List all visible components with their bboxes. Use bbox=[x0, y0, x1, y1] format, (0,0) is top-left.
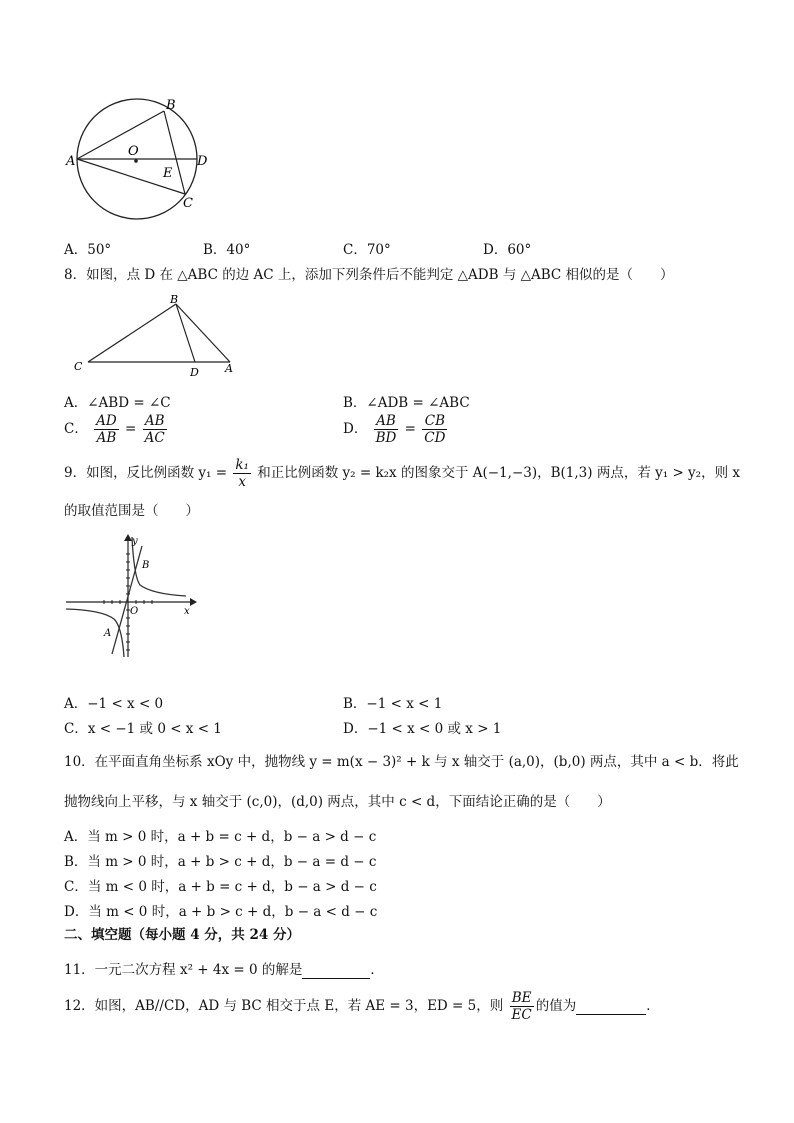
q9-stem bbox=[64, 457, 740, 490]
q7-option-b: B．40° bbox=[203, 242, 251, 258]
fraction bbox=[422, 413, 447, 446]
fraction bbox=[510, 990, 534, 1023]
denominator: BD bbox=[375, 430, 397, 446]
q10-option-d: D．当 m < 0 时，a + b > c + d，b − a < d − c bbox=[64, 904, 378, 920]
numerator: AB bbox=[374, 413, 399, 430]
q10-line1: 10．在平面直角坐标系 xOy 中，抛物线 y = m(x − 3)² + k 与 x 轴交于 (a,0)，(b,0) 两点，其中 a < b．将此 bbox=[64, 754, 739, 770]
fraction bbox=[374, 413, 399, 446]
label-E: E bbox=[163, 166, 173, 181]
q11-end: ． bbox=[370, 962, 384, 978]
label-C: C bbox=[183, 196, 193, 211]
q7-option-a: A．50° bbox=[64, 242, 112, 258]
q7-option-c: C．70° bbox=[343, 242, 391, 258]
q9-stem-line2: 的取值范围是（ ） bbox=[64, 503, 199, 519]
label-B: B bbox=[142, 560, 150, 571]
label-C: C bbox=[74, 360, 83, 373]
denominator: EC bbox=[511, 1007, 532, 1023]
q8-option-d bbox=[343, 413, 449, 446]
circle-figure bbox=[60, 95, 220, 225]
q9-stem-part1: 9．如图，反比例函数 y₁ = bbox=[64, 465, 228, 481]
q8-option-a: A．∠ABD = ∠C bbox=[64, 395, 171, 411]
q12-text: 12．如图，AB//CD，AD 与 BC 相交于点 E，若 AE = 3，ED = 5，则 bbox=[64, 998, 504, 1014]
equals-sign: = bbox=[125, 421, 137, 437]
q10-option-b: B．当 m > 0 时，a + b > c + d，b − a = d − c bbox=[64, 854, 377, 870]
label-O: O bbox=[130, 606, 139, 617]
answer-blank[interactable] bbox=[576, 998, 646, 1015]
label-A: A bbox=[104, 628, 112, 639]
section-heading: 二、填空题（每小题 4 分，共 24 分） bbox=[64, 927, 300, 943]
label-x: x bbox=[184, 606, 190, 617]
label-D: D bbox=[197, 154, 208, 169]
q8-option-b: B．∠ADB = ∠ABC bbox=[343, 395, 470, 411]
numerator: BE bbox=[510, 990, 534, 1007]
answer-blank[interactable] bbox=[302, 962, 370, 979]
q9-option-c: C．x < −1 或 0 < x < 1 bbox=[64, 721, 222, 737]
triangle-figure bbox=[68, 292, 248, 376]
q9-option-a: A．−1 < x < 0 bbox=[64, 696, 164, 712]
q11-text: 11．一元二次方程 x² + 4x = 0 的解是 bbox=[64, 962, 303, 978]
q8-stem: 8．如图，点 D 在 △ABC 的边 AC 上，添加下列条件后不能判定 △ADB 与 △ABC 相似的是（ ） bbox=[64, 267, 674, 283]
q9-option-d: D．−1 < x < 0 或 x > 1 bbox=[343, 721, 502, 737]
fraction bbox=[233, 457, 251, 490]
numerator: AB bbox=[143, 413, 167, 430]
label-y: y bbox=[132, 536, 138, 547]
numerator: CB bbox=[422, 413, 447, 430]
q10-line2: 抛物线向上平移，与 x 轴交于 (c,0)，(d,0) 两点，其中 c < d，下面结论正确的是（ ） bbox=[64, 794, 611, 810]
label-D: D bbox=[190, 366, 199, 376]
label-A: A bbox=[225, 362, 233, 375]
label-O: O bbox=[128, 144, 139, 159]
label-B: B bbox=[166, 98, 176, 113]
fraction bbox=[94, 413, 119, 446]
q12-end: ． bbox=[646, 998, 660, 1014]
q10-option-c: C．当 m < 0 时，a + b = c + d，b − a > d − c bbox=[64, 879, 377, 895]
q8-option-c-prefix: C． bbox=[64, 421, 88, 437]
q7-option-d: D．60° bbox=[483, 242, 532, 258]
fraction bbox=[143, 413, 167, 446]
q8-option-d-prefix: D． bbox=[343, 421, 368, 437]
equals-sign: = bbox=[404, 421, 416, 437]
label-A: A bbox=[66, 154, 76, 169]
q10-option-a: A．当 m > 0 时，a + b = c + d，b − a > d − c bbox=[64, 829, 377, 845]
denominator: CD bbox=[424, 430, 446, 446]
denominator: x bbox=[238, 474, 246, 490]
denominator: AC bbox=[144, 430, 165, 446]
function-graph bbox=[62, 532, 202, 662]
q11-question bbox=[64, 958, 384, 979]
q9-option-b: B．−1 < x < 1 bbox=[343, 696, 443, 712]
numerator: AD bbox=[96, 413, 117, 429]
label-B: B bbox=[170, 293, 179, 306]
q9-stem-part2: 和正比例函数 y₂ = k₂x 的图象交于 A(−1,−3)，B(1,3) 两点，若 y₁ > y₂，则 x bbox=[257, 465, 740, 481]
denominator: AB bbox=[96, 430, 117, 446]
numerator: k₁ bbox=[235, 457, 249, 473]
q12-tail: 的值为 bbox=[535, 998, 577, 1014]
q8-option-c bbox=[64, 413, 169, 446]
q12-question bbox=[64, 990, 660, 1023]
